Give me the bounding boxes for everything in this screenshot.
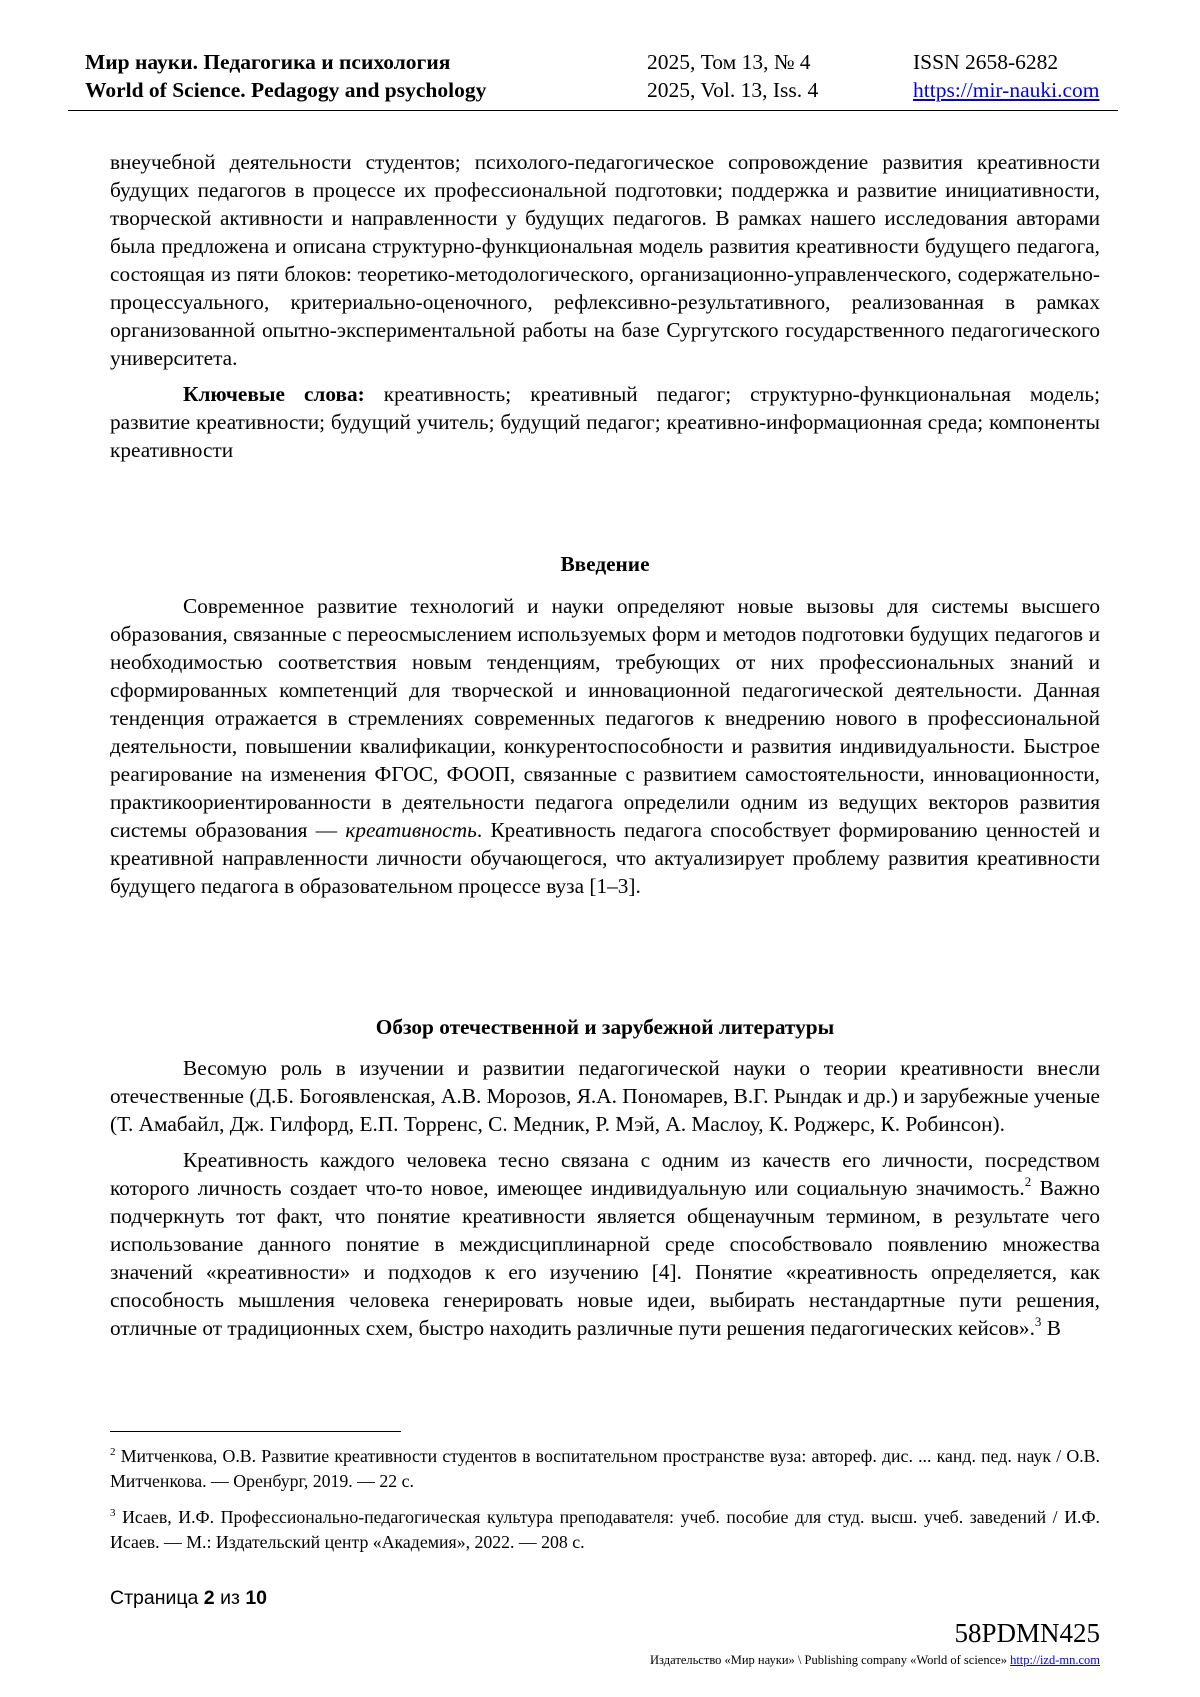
keywords-label: Ключевые слова: [183, 382, 365, 406]
issue-ru: 2025, Том 13, № 4 [647, 50, 811, 74]
page-of: из [214, 1587, 246, 1609]
footnote-number: 2 [110, 1446, 116, 1458]
footnote-number: 3 [110, 1507, 116, 1519]
page-word: Страница [110, 1587, 204, 1609]
journal-url-link[interactable]: https://mir-nauki.com [913, 78, 1100, 102]
review-p2-text-a: Креативность каждого человека тесно связана с одним из качеств его личности, посредством которого личность создает что-то новое, имеющее индивидуальную или социальную значимость. [110, 1148, 1100, 1200]
review-block [110, 1054, 1100, 1350]
intro-paragraph [110, 592, 1100, 900]
publisher-url-link[interactable]: http://izd-mn.com [1010, 1653, 1100, 1667]
intro-text-1: Современное развитие технологий и науки определяют новые вызовы для системы высшего образования, связанные с переосмыслением используемых форм и методов подготовки будущих педагогов и необходимостью соответствия новым тенденциям, требующих от них профессиональных знаний и сформированных компетенций для творческой и инновационной педагогической деятельности. Данная тенденция отражается в стремлениях современных педагогов к внедрению нового в профессиональной деятельности, повышении квалификации, конкурентоспособности и развития индивидуальности. Быстрое реагирование на изменения ФГОС, ФООП, связанные с развитием самостоятельности, инновационности, практикоориентированности в деятельности педагога определили одним из ведущих векторов развития системы образования — [110, 594, 1100, 842]
abstract-block [110, 148, 1100, 472]
footnote-3 [110, 1505, 1100, 1555]
page-number [110, 1586, 267, 1610]
review-paragraph-1: Весомую роль в изучении и развитии педагогической науки о теории креативности внесли отечественные (Д.Б. Богоявленская, А.В. Морозов, Я.А. Пономарев, В.Г. Рындак и др.) и зарубежные ученые (Т. Амабайл, Дж. Гилфорд, Е.П. Торренс, С. Медник, Р. Мэй, А. Маслоу, К. Роджерс, К. Робинсон). [110, 1056, 1100, 1136]
footnote-divider [110, 1431, 401, 1432]
header-journal-title [85, 48, 486, 104]
abstract-paragraph: внеучебной деятельности студентов; психолого-педагогическое сопровождение развития креативности будущих педагогов в процессе их профессиональной подготовки; поддержка и развитие инициативности, творческой активности и направленности у будущих педагогов. В рамках нашего исследования авторами была предложена и описана структурно-функциональная модель развития креативности будущего педагога, состоящая из пяти блоков: теоретико-методологического, организационно-управленческого, содержательно-процессуального, критериально-оценочного, рефлексивно-результативного, реализованная в рамках организованной опытно-экспериментальной работы на базе Сургутского государственного педагогического университета. [110, 150, 1100, 370]
issn: ISSN 2658-6282 [913, 50, 1059, 74]
intro-block [110, 592, 1100, 908]
footnote-text: Исаев, И.Ф. Профессионально-педагогическая культура преподавателя: учеб. пособие для студ. высш. учеб. заведений / И.Ф. Исаев. — М.: Издательский центр «Академия», 2022. — 208 с. [110, 1507, 1100, 1552]
intro-text-2: . Креативность педагога способствует формированию ценностей и креативной направленности личности обучающегося, что актуализирует проблему развития креативности будущего педагога в образовательном процессе вуза [1–3]. [110, 818, 1100, 898]
review-p2-text-b: Важно подчеркнуть тот факт, что понятие креативности является общенаучным термином, в результате чего использование данного понятие в междисциплинарной среде способствовало появлению множества значений «креативности» и подходов к его изучению [4]. Понятие «креативность определяется, как способность мышления человека генерировать новые идеи, выбирать нестандартные пути решения, отличные от традиционных схем, быстро находить различные пути решения педагогических кейсов». [110, 1176, 1100, 1340]
issue-en: 2025, Vol. 13, Iss. 4 [647, 78, 819, 102]
footnote-ref-2[interactable]: 2 [1024, 1174, 1032, 1189]
publisher-line [650, 1652, 1100, 1668]
page-current: 2 [203, 1587, 215, 1609]
footnote-ref-3[interactable]: 3 [1034, 1314, 1042, 1329]
review-p2-text-c: В [1041, 1316, 1061, 1340]
publisher-text: Издательство «Мир науки» \ Publishing company «World of science» [650, 1653, 1011, 1667]
section-heading-intro: Введение [560, 552, 650, 576]
keywords-paragraph [110, 380, 1100, 464]
header-divider [68, 110, 1118, 111]
journal-title-ru: Мир науки. Педагогика и психология [85, 50, 451, 74]
intro-italic-term: креативность [345, 818, 477, 842]
section-heading-review: Обзор отечественной и зарубежной литературы [375, 1015, 835, 1039]
header-issn [913, 48, 1099, 104]
journal-title-en: World of Science. Pedagogy and psychology [85, 78, 487, 102]
review-paragraph-2 [110, 1146, 1100, 1342]
footnote-text: Митченкова, О.В. Развитие креативности студентов в воспитательном пространстве вуза: автореф. дис. ... канд. пед. наук / О.В. Митченкова. — Оренбург, 2019. — 22 с. [110, 1446, 1100, 1491]
keywords-text: креативность; креативный педагог; структурно-функциональная модель; развитие креативности; будущий учитель; будущий педагог; креативно-информационная среда; компоненты креативности [110, 382, 1100, 462]
header-issue [647, 48, 818, 104]
article-code: 58PDMN425 [954, 1618, 1100, 1648]
footnote-2 [110, 1444, 1100, 1494]
page-total: 10 [245, 1587, 268, 1609]
